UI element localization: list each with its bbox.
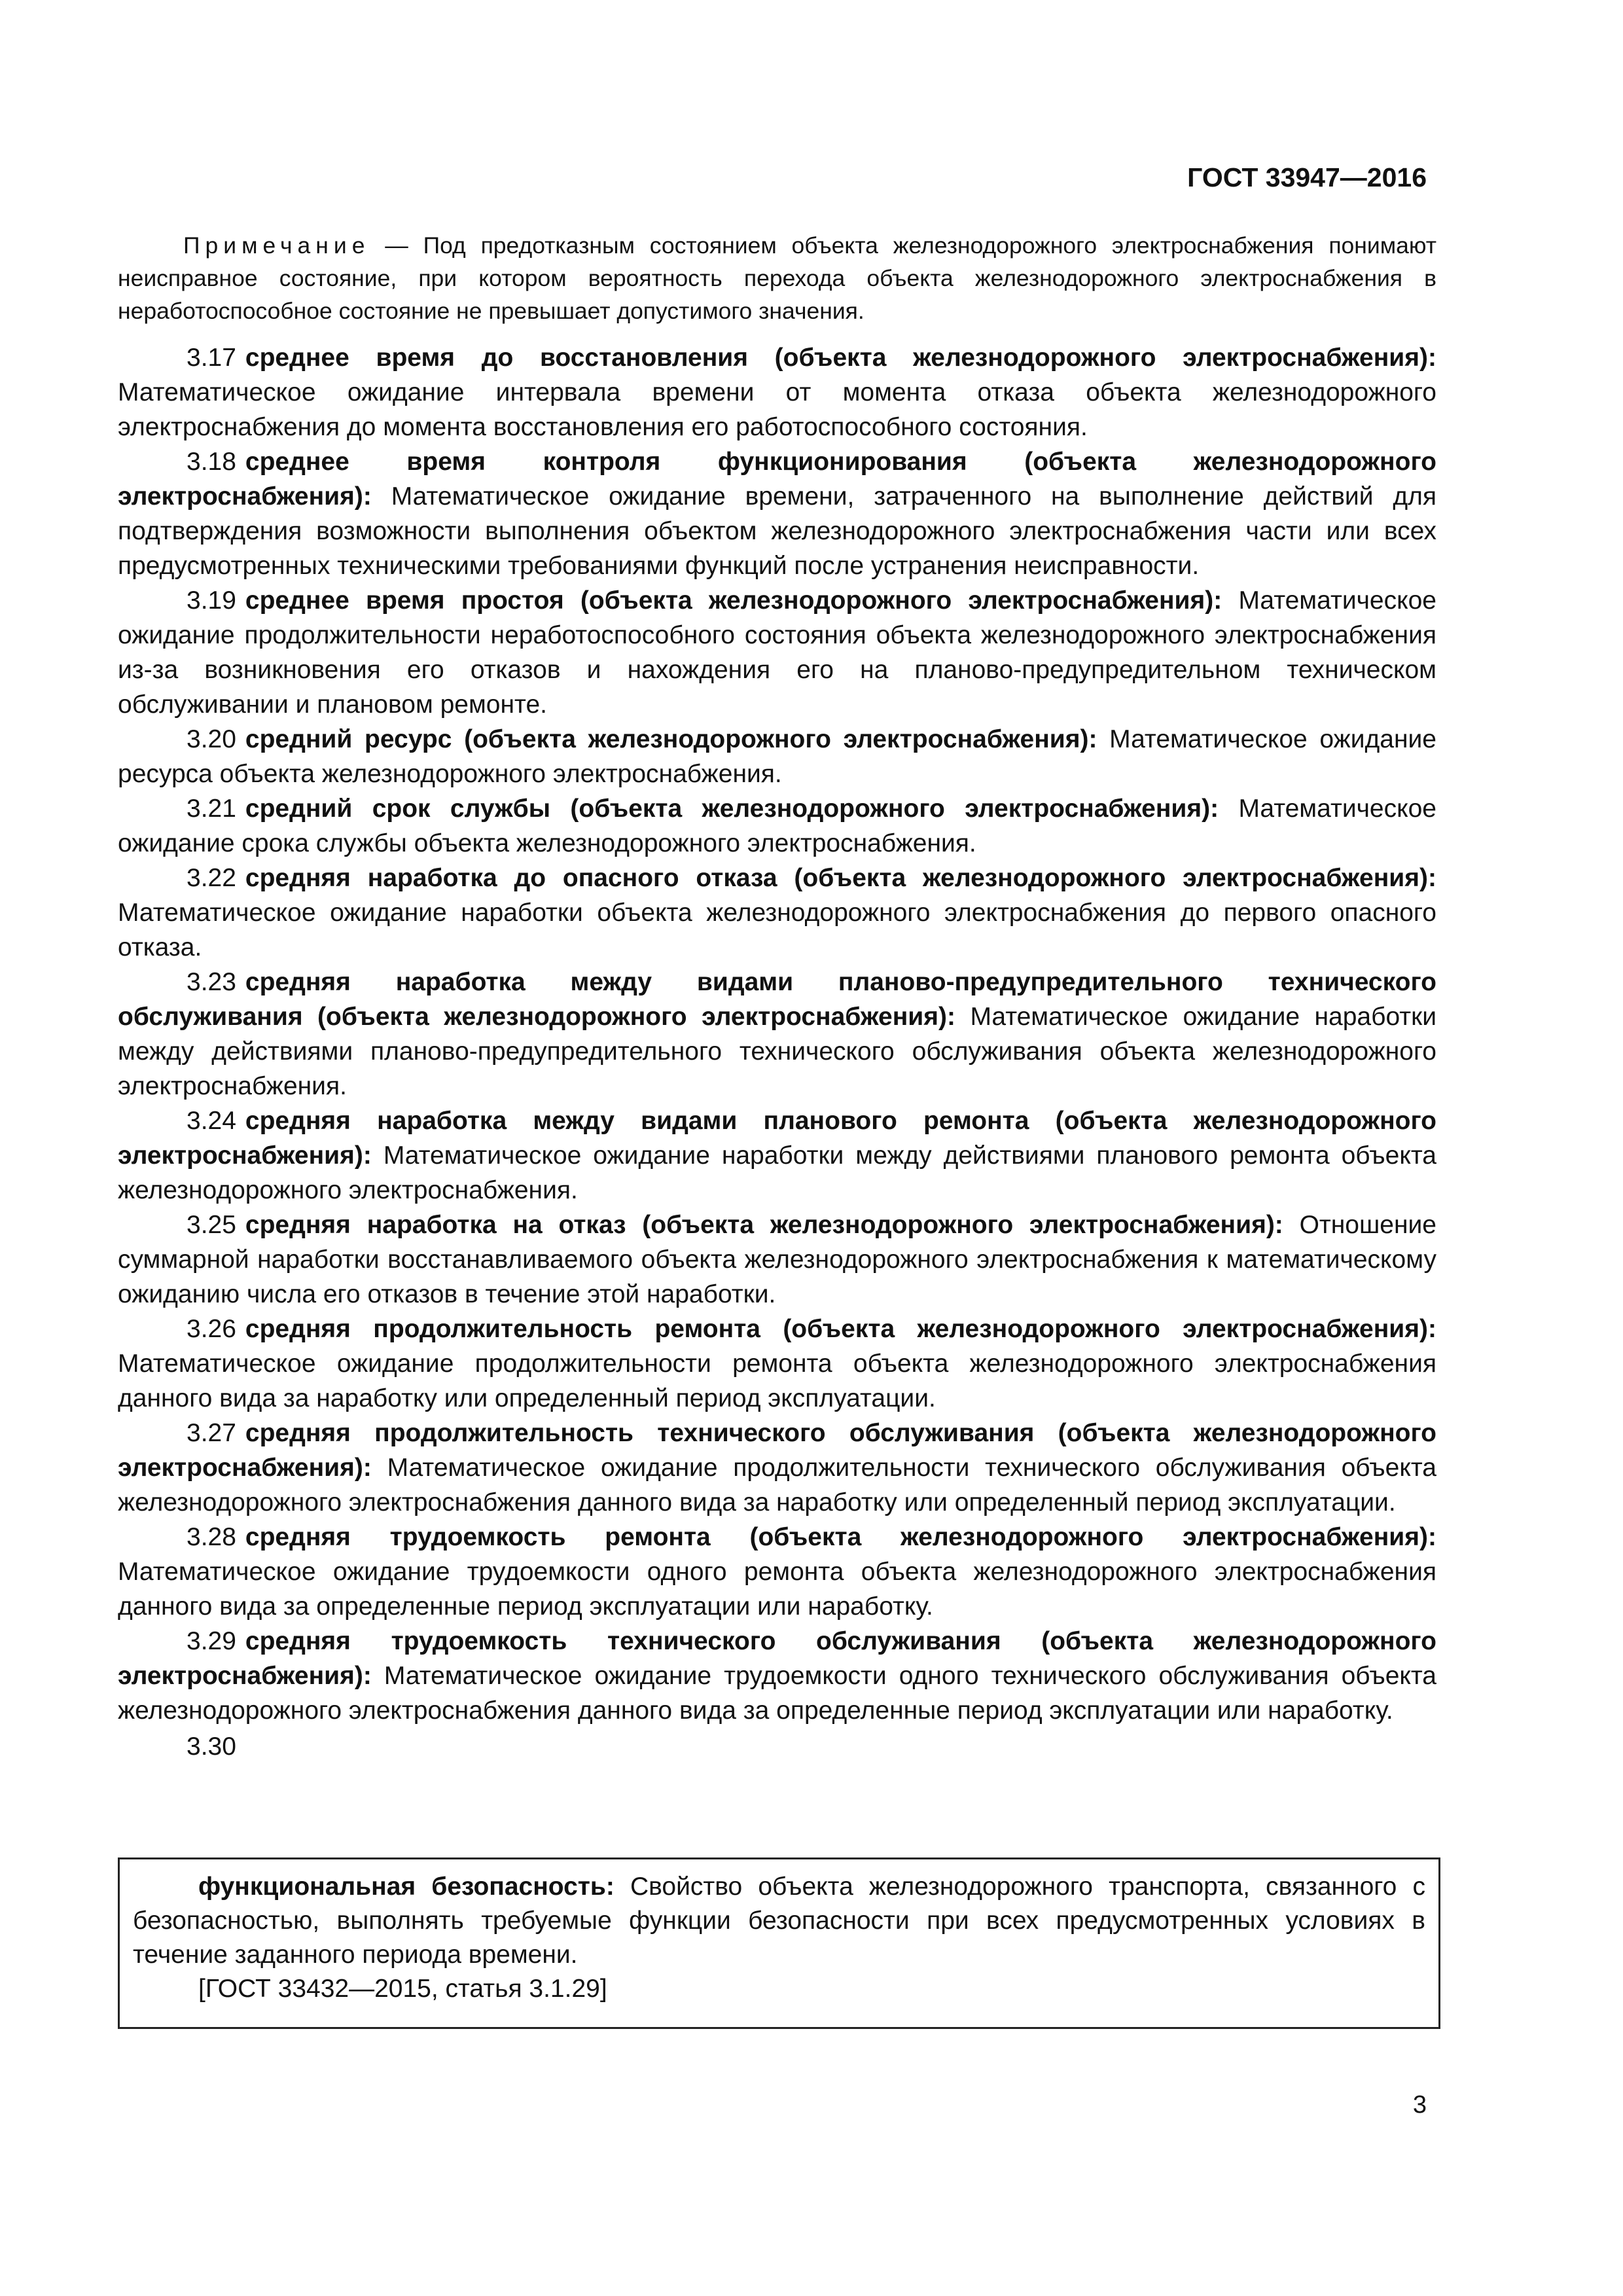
quoted-term-name: функциональная безопасность:	[198, 1873, 615, 1901]
term-definition: Математическое ожидание наработки между действиями планового ремонта объекта железнодорожного электроснабжения.	[118, 1141, 1436, 1204]
term-name: средний срок службы (объекта железнодорожного электроснабжения):	[245, 795, 1219, 823]
term-name: средний ресурс (объекта железнодорожного электроснабжения):	[245, 725, 1097, 753]
term-definition: Математическое ожидание трудоемкости одного ремонта объекта железнодорожного электроснабжения данного вида за определенные период эксплуатации или наработку.	[118, 1558, 1436, 1621]
term-definition: Математическое ожидание продолжительности технического обслуживания объекта железнодорожного электроснабжения данного вида за наработку или определенный период эксплуатации.	[118, 1454, 1436, 1516]
term-definition: Математическое ожидание продолжительности неработоспособного состояния объекта железнодорожного электроснабжения из-за возникновения его отказов и нахождения его на планово-предупредительном техническом обслуживании и плановом ремонте.	[118, 586, 1436, 719]
term-name: среднее время до восстановления (объекта железнодорожного электроснабжения):	[245, 344, 1436, 372]
term-name: средняя трудоемкость ремонта (объекта железнодорожного электроснабжения):	[245, 1523, 1436, 1551]
term-number: 3.22	[187, 864, 236, 892]
term-entry	[118, 861, 1436, 965]
term-name: средняя продолжительность ремонта (объекта железнодорожного электроснабжения):	[245, 1315, 1436, 1343]
note-label: Примечание	[183, 232, 370, 259]
term-definition: Математическое ожидание ресурса объекта железнодорожного электроснабжения.	[118, 725, 1436, 788]
term-entry	[118, 1312, 1436, 1416]
term-definition: Математическое ожидание наработки между действиями планово-предупредительного технического обслуживания объекта железнодорожного электроснабжения.	[118, 1003, 1436, 1100]
term-name: средняя наработка до опасного отказа (объекта железнодорожного электроснабжения):	[245, 864, 1436, 892]
term-number: 3.18	[187, 448, 236, 476]
term-definition: Математическое ожидание срока службы объекта железнодорожного электроснабжения.	[118, 795, 1436, 857]
term-entry	[118, 1520, 1436, 1624]
term-entry	[118, 1624, 1436, 1728]
document-code: ГОСТ 33947—2016	[1187, 162, 1427, 192]
term-entry	[118, 722, 1436, 791]
term-name: среднее время простоя (объекта железнодорожного электроснабжения):	[245, 586, 1222, 615]
term-definition: Математическое ожидание времени, затраченного на выполнение действий для подтверждения возможности выполнения объектом железнодорожного электроснабжения части или всех предусмотренных техническими требованиями функций после устранения неисправности.	[118, 482, 1436, 580]
term-number: 3.27	[187, 1419, 236, 1447]
term-name: среднее время контроля функционирования (объекта железнодорожного электроснабжения):	[118, 448, 1436, 511]
term-entry	[118, 1208, 1436, 1312]
term-number: 3.20	[187, 725, 236, 753]
term-number: 3.21	[187, 795, 236, 823]
term-entry	[118, 1416, 1436, 1520]
term-name: средняя трудоемкость технического обслуживания (объекта железнодорожного электроснабжения):	[118, 1627, 1436, 1690]
term-name: средняя продолжительность технического обслуживания (объекта железнодорожного электроснабжения):	[118, 1419, 1436, 1482]
term-name: средняя наработка на отказ (объекта железнодорожного электроснабжения):	[245, 1211, 1283, 1239]
term-definition: Математическое ожидание интервала времени от момента отказа объекта железнодорожного электроснабжения до момента восстановления его работоспособного состояния.	[118, 378, 1436, 441]
term-name: средняя наработка между видами планово-предупредительного технического обслуживания (объекта железнодорожного электроснабжения):	[118, 968, 1436, 1031]
term-number: 3.26	[187, 1315, 236, 1343]
term-entry	[118, 583, 1436, 722]
term-name: средняя наработка между видами планового ремонта (объекта железнодорожного электроснабжения):	[118, 1107, 1436, 1170]
term-definition: Математическое ожидание наработки объекта железнодорожного электроснабжения до первого опасного отказа.	[118, 899, 1436, 961]
term-number: 3.19	[187, 586, 236, 615]
term-entry	[118, 791, 1436, 861]
note-block	[118, 229, 1436, 327]
quoted-term-entry	[133, 1870, 1425, 1972]
term-definition: Отношение суммарной наработки восстанавливаемого объекта железнодорожного электроснабжения к математическому ожиданию числа его отказов в течение этой наработки.	[118, 1211, 1436, 1308]
source-reference: [ГОСТ 33432—2015, статья 3.1.29]	[198, 1975, 607, 2003]
term-entry	[118, 1103, 1436, 1208]
term-entry	[118, 340, 1436, 444]
page-number: 3	[1412, 2091, 1427, 2119]
note-text: — Под предотказным состоянием объекта железнодорожного электроснабжения понимают неисправное состояние, при котором вероятность перехода объекта железнодорожного электроснабжения в неработоспособное состояние не превышает допустимого значения.	[118, 232, 1436, 324]
section-number-3-30: 3.30	[187, 1732, 236, 1761]
terms-list	[118, 340, 1436, 1789]
term-number: 3.29	[187, 1627, 236, 1655]
quoted-term-definition: Свойство объекта железнодорожного транспорта, связанного с безопасностью, выполнять требуемые функции безопасности при всех предусмотренных условиях в течение заданного периода времени.	[133, 1873, 1425, 1969]
term-entry	[118, 965, 1436, 1103]
term-number: 3.17	[187, 344, 236, 372]
term-number: 3.23	[187, 968, 236, 996]
term-number: 3.25	[187, 1211, 236, 1239]
quoted-definition-box	[118, 1857, 1440, 2029]
term-definition: Математическое ожидание продолжительности ремонта объекта железнодорожного электроснабжения данного вида за наработку или определенный период эксплуатации.	[118, 1350, 1436, 1412]
term-number: 3.24	[187, 1107, 236, 1135]
term-entry	[118, 444, 1436, 583]
term-number: 3.28	[187, 1523, 236, 1551]
term-definition: Математическое ожидание трудоемкости одного технического обслуживания объекта железнодорожного электроснабжения данного вида за определенные период эксплуатации или наработку.	[118, 1662, 1436, 1725]
